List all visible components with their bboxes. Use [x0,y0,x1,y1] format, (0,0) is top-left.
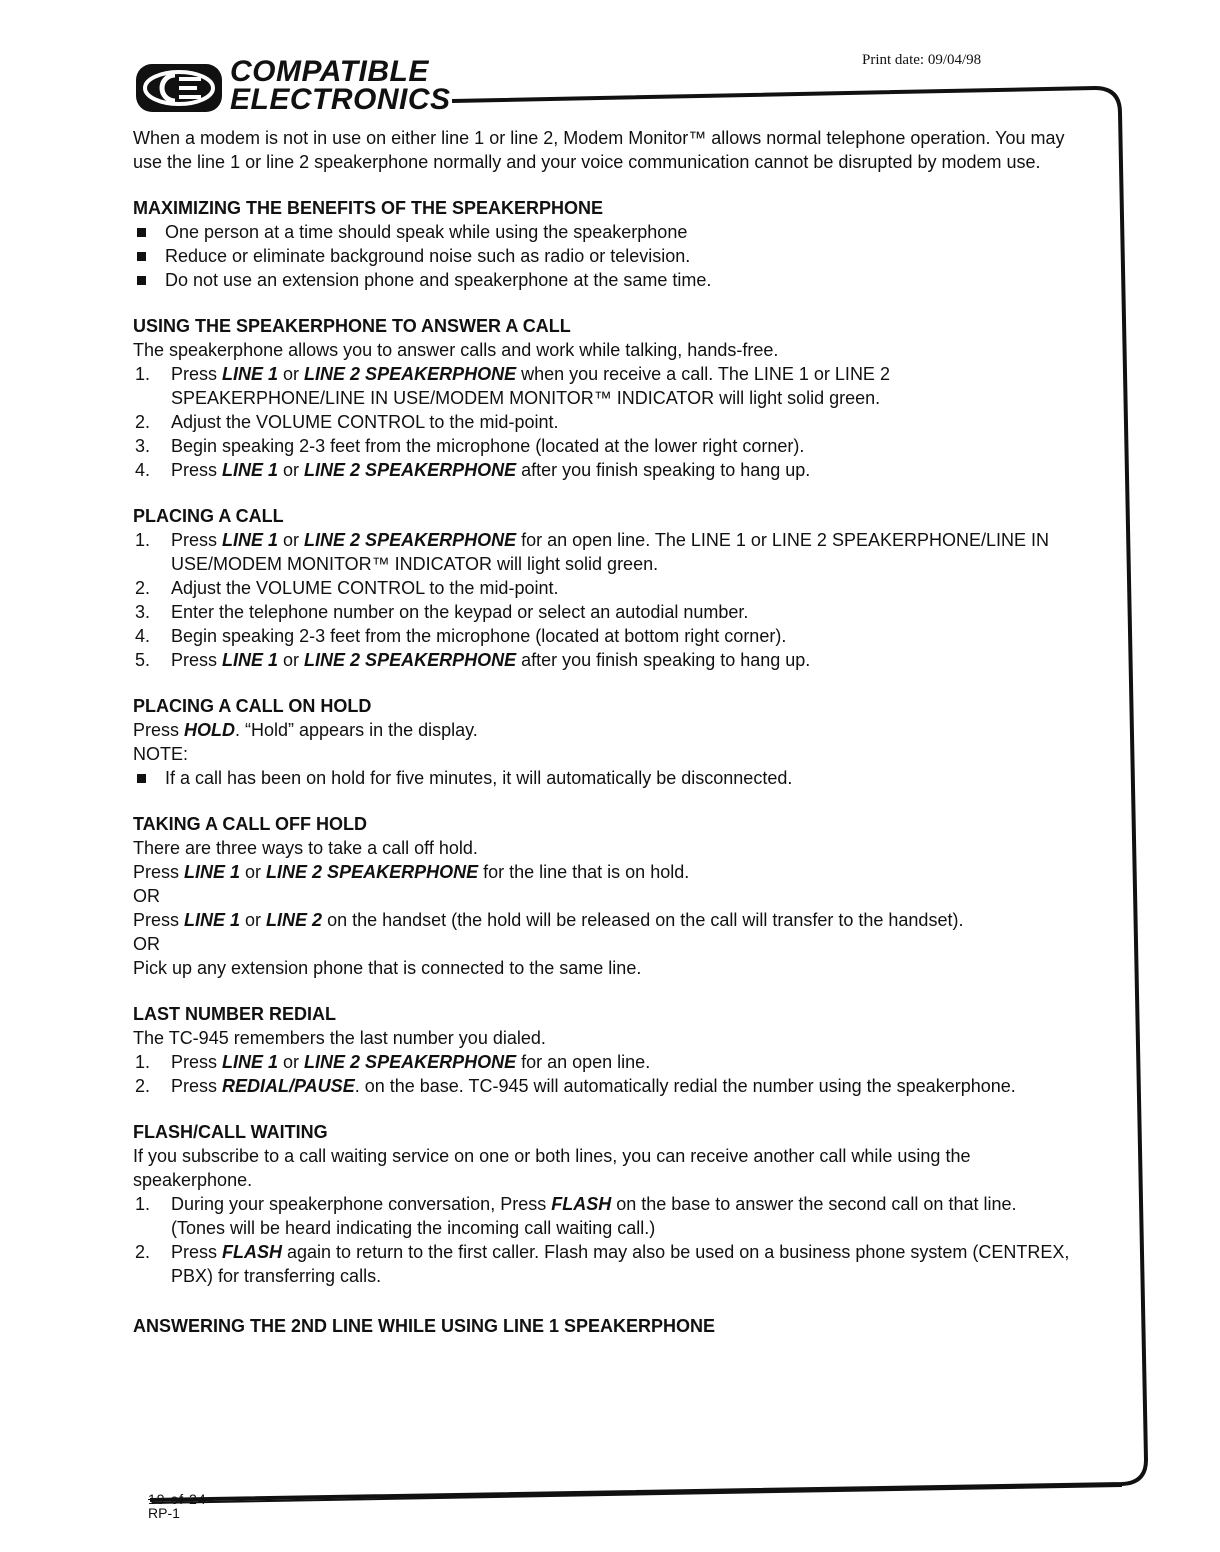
step-number: 3. [135,436,151,456]
step-text: During your speakerphone conversation, Press [171,1194,552,1214]
key-label: LINE 2 [266,910,323,930]
step-text: or [278,364,305,384]
list-item: Do not use an extension phone and speakerphone at the same time. [133,268,1073,292]
step-text: on the base to answer the second call on that line. (Tones will be heard indicating the incoming call waiting call.) [171,1194,1017,1238]
redial-steps [133,1050,1073,1098]
step-number: 2. [135,1242,151,1262]
offhold-intro: There are three ways to take a call off hold. [133,838,478,858]
brand-name-line2: ELECTRONICS [230,83,451,116]
list-item [133,1240,1073,1288]
key-label: REDIAL/PAUSE [222,1076,355,1096]
step-text: . “Hold” appears in the display. [235,720,478,740]
key-label: LINE 2 SPEAKERPHONE [304,1052,517,1072]
list-item [133,458,1073,482]
step-number: 1. [135,1052,151,1072]
step-text: again to return to the first caller. Flash may also be used on a business phone system (CENTREX, PBX) for transferring calls. [171,1242,1070,1286]
heading-hold: PLACING A CALL ON HOLD [133,696,372,716]
list-item [133,600,1073,624]
key-label: FLASH [222,1242,283,1262]
list-item: If a call has been on hold for five minutes, it will automatically be disconnected. [133,766,1073,790]
step-number: 5. [135,650,151,670]
step-text: on the handset (the hold will be released on the call will transfer to the handset). [322,910,964,930]
redial-intro: The TC-945 remembers the last number you dialed. [133,1028,546,1048]
key-label: LINE 2 SPEAKERPHONE [304,364,517,384]
or-separator: OR [133,886,160,906]
step-number: 4. [135,626,151,646]
key-label: LINE 1 [222,364,279,384]
key-label: LINE 1 [184,910,241,930]
key-label: LINE 1 [222,530,279,550]
step-text: or [278,460,305,480]
offhold-option [133,860,1073,884]
step-text: Press [171,1076,223,1096]
step-text: when you receive a call. The LINE 1 or LINE 2 SPEAKERPHONE/LINE IN USE/MODEM MONITOR™ INDICATOR will light solid green. [171,364,890,408]
step-text: or [240,910,267,930]
answer-steps [133,362,1073,482]
heading-placing-call: PLACING A CALL [133,506,284,526]
step-number: 2. [135,1076,151,1096]
step-text: Adjust the VOLUME CONTROL to the mid-point. [171,578,559,598]
step-text: Enter the telephone number on the keypad or select an autodial number. [171,602,749,622]
hold-note-list [133,766,1073,790]
placing-steps [133,528,1073,672]
key-label: LINE 1 [222,460,279,480]
print-date: Print date: 09/04/98 [862,52,982,68]
step-text: . on the base. TC-945 will automatically redial the number using the speakerphone. [354,1076,1016,1096]
step-text: Press [171,1052,223,1072]
list-item [133,528,1073,576]
flash-steps [133,1192,1073,1288]
step-text: after you finish speaking to hang up. [516,460,811,480]
document-body [133,126,1073,1338]
list-item [133,410,1073,434]
heading-answer-call: USING THE SPEAKERPHONE TO ANSWER A CALL [133,316,571,336]
step-text: Begin speaking 2-3 feet from the microphone (located at bottom right corner). [171,626,787,646]
list-item [133,1192,1073,1240]
list-item [133,1050,1073,1074]
step-text: Begin speaking 2-3 feet from the microphone (located at the lower right corner). [171,436,805,456]
key-label: LINE 2 SPEAKERPHONE [304,650,517,670]
key-label: LINE 1 [222,1052,279,1072]
heading-flash: FLASH/CALL WAITING [133,1122,328,1142]
list-item [133,648,1073,672]
heading-off-hold: TAKING A CALL OFF HOLD [133,814,367,834]
step-text: Press [171,1242,223,1262]
ce-logo-icon [135,63,223,113]
note-label: NOTE: [133,744,189,764]
list-item: Reduce or eliminate background noise such as radio or television. [133,244,1073,268]
step-text: Press [133,910,185,930]
step-text: Press [133,862,185,882]
step-text: Press [171,460,223,480]
list-item: One person at a time should speak while using the speakerphone [133,220,1073,244]
page-footer [148,1492,207,1520]
step-text: for an open line. [516,1052,651,1072]
key-label: LINE 2 SPEAKERPHONE [266,862,479,882]
answer-intro: The speakerphone allows you to answer calls and work while talking, hands-free. [133,340,779,360]
step-number: 3. [135,602,151,622]
list-item [133,434,1073,458]
key-label: HOLD [184,720,236,740]
list-item [133,362,1073,410]
key-label: LINE 1 [222,650,279,670]
list-item [133,624,1073,648]
step-text: or [278,1052,305,1072]
step-text: for an open line. The LINE 1 or LINE 2 SPEAKERPHONE/LINE IN USE/MODEM MONITOR™ INDICATOR will light solid green. [171,530,1050,574]
key-label: LINE 2 SPEAKERPHONE [304,460,517,480]
list-item [133,1074,1073,1098]
step-text: Press [133,720,185,740]
brand-name-line1: COMPATIBLE [230,55,429,88]
step-text: after you finish speaking to hang up. [516,650,811,670]
step-text: for the line that is on hold. [478,862,690,882]
maximizing-list [133,220,1073,292]
page-number: 19 of 24 [148,1491,207,1507]
or-separator: OR [133,934,160,954]
step-number: 2. [135,412,151,432]
key-label: LINE 2 SPEAKERPHONE [304,530,517,550]
step-text: or [278,650,305,670]
step-text: Press [171,650,223,670]
step-number: 2. [135,578,151,598]
offhold-option: Pick up any extension phone that is connected to the same line. [133,958,642,978]
document-code: RP-1 [148,1505,180,1521]
step-number: 4. [135,460,151,480]
offhold-option [133,908,1073,932]
key-label: LINE 1 [184,862,241,882]
key-label: FLASH [551,1194,612,1214]
heading-second-line: ANSWERING THE 2ND LINE WHILE USING LINE 1 SPEAKERPHONE [133,1316,716,1336]
flash-intro: If you subscribe to a call waiting service on one or both lines, you can receive another call while using the speakerphone. [133,1146,971,1190]
step-text: or [240,862,267,882]
list-item [133,576,1073,600]
step-number: 1. [135,364,151,384]
step-number: 1. [135,530,151,550]
step-text: Press [171,364,223,384]
heading-redial: LAST NUMBER REDIAL [133,1004,336,1024]
step-text: Press [171,530,223,550]
heading-maximizing: MAXIMIZING THE BENEFITS OF THE SPEAKERPHONE [133,198,604,218]
hold-instruction [133,718,1073,742]
intro-paragraph: When a modem is not in use on either line 1 or line 2, Modem Monitor™ allows normal telephone operation. You may use the line 1 or line 2 speakerphone normally and your voice communication cannot be disrupted by modem use. [133,128,1065,172]
step-text: Adjust the VOLUME CONTROL to the mid-point. [171,412,559,432]
step-text: or [278,530,305,550]
step-number: 1. [135,1194,151,1214]
